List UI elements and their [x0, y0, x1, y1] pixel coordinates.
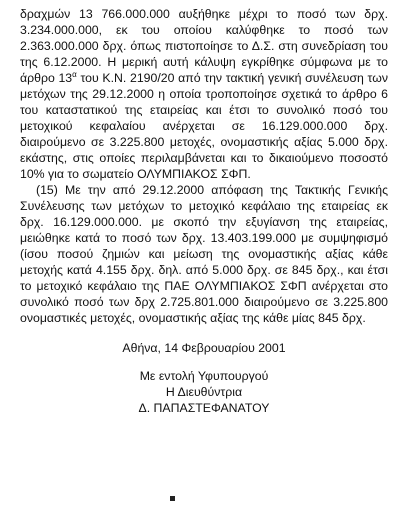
signature-name: Δ. ΠΑΠΑΣΤΕΦΑΝΑΤΟΥ [138, 401, 270, 415]
section-spacer [20, 326, 388, 340]
signature-authority: Με εντολή Υφυπουργού [139, 369, 269, 383]
paragraph-capital-increase [20, 6, 388, 182]
article-superscript: α [72, 69, 77, 79]
paragraph-capital-increase-text-a: δραχμών 13 766.000.000 αυξήθηκε μέχρι το ποσό των δρχ. 3.234.000.000, εκ του οποίου καλύφθηκε το ποσό των 2.363.000.000 δρχ. όπως πιστοποίησε το Δ.Σ. στη συνεδρίαση του της 6.12.2000. Η μερική αυτή κάλυψη εγκρίθηκε σύμφωνα με το άρθρο 13 [20, 7, 388, 85]
document-page [20, 6, 388, 416]
signature-gap [20, 356, 388, 368]
signature-date: Αθήνα, 14 Φεβρουαρίου 2001 [122, 341, 286, 355]
paragraph-capital-reduction: (15) Με την από 29.12.2000 απόφαση της Τακτικής Γενικής Συνέλευσης των μετόχων το μετοχικό κεφάλαιο της εταιρείας εκ δρχ. 16.129.000.000. με σκοπό την εξυγίανση της εταιρείας, μειώθηκε κατά το ποσό των δρχ. 13.403.199.000 με συμψηφισμό (ίσου ποσού ζημιών και μείωση της ονομαστικής αξίας κάθε μετοχής κατά 4.155 δρχ. δηλ. από 5.000 δρχ. σε 845 δρχ., και έτσι το μετοχικό κεφάλαιο της ΠΑΕ ΟΛΥΜΠΙΑΚΟΣ ΣΦΠ ανέρχεται στο συνολικό ποσό των δρχ 2.725.801.000 διαιρούμενο σε 3.225.800 ονομαστικές μετοχές, ονομαστικής αξίας της κάθε μίας 845 δρχ. [20, 183, 388, 325]
signature-title: Η Διευθύντρια [165, 385, 243, 399]
page-end-mark [170, 496, 175, 501]
paragraph-capital-increase-text-b: του Κ.Ν. 2190/20 από την τακτική γενική συνέλευση των μετόχων της 29.12.2000 η οποία τροποποίησε σχετικά το άρθρο 6 του καταστατικού της εταιρείας και έτσι το συνολικό ποσό του μετοχικού κεφαλαίου ανέρχεται σε 16.129.000.000 δρχ. διαιρούμενο σε 3.225.800 μετοχές, ονομαστικής αξίας 5.000 δρχ. εκάστης, στις οποίες περιλαμβάνεται και το δικαιούμενο ποσοστό 10% για το σωματείο ΟΛΥΜΠΙΑΚΟΣ ΣΦΠ. [20, 71, 388, 181]
